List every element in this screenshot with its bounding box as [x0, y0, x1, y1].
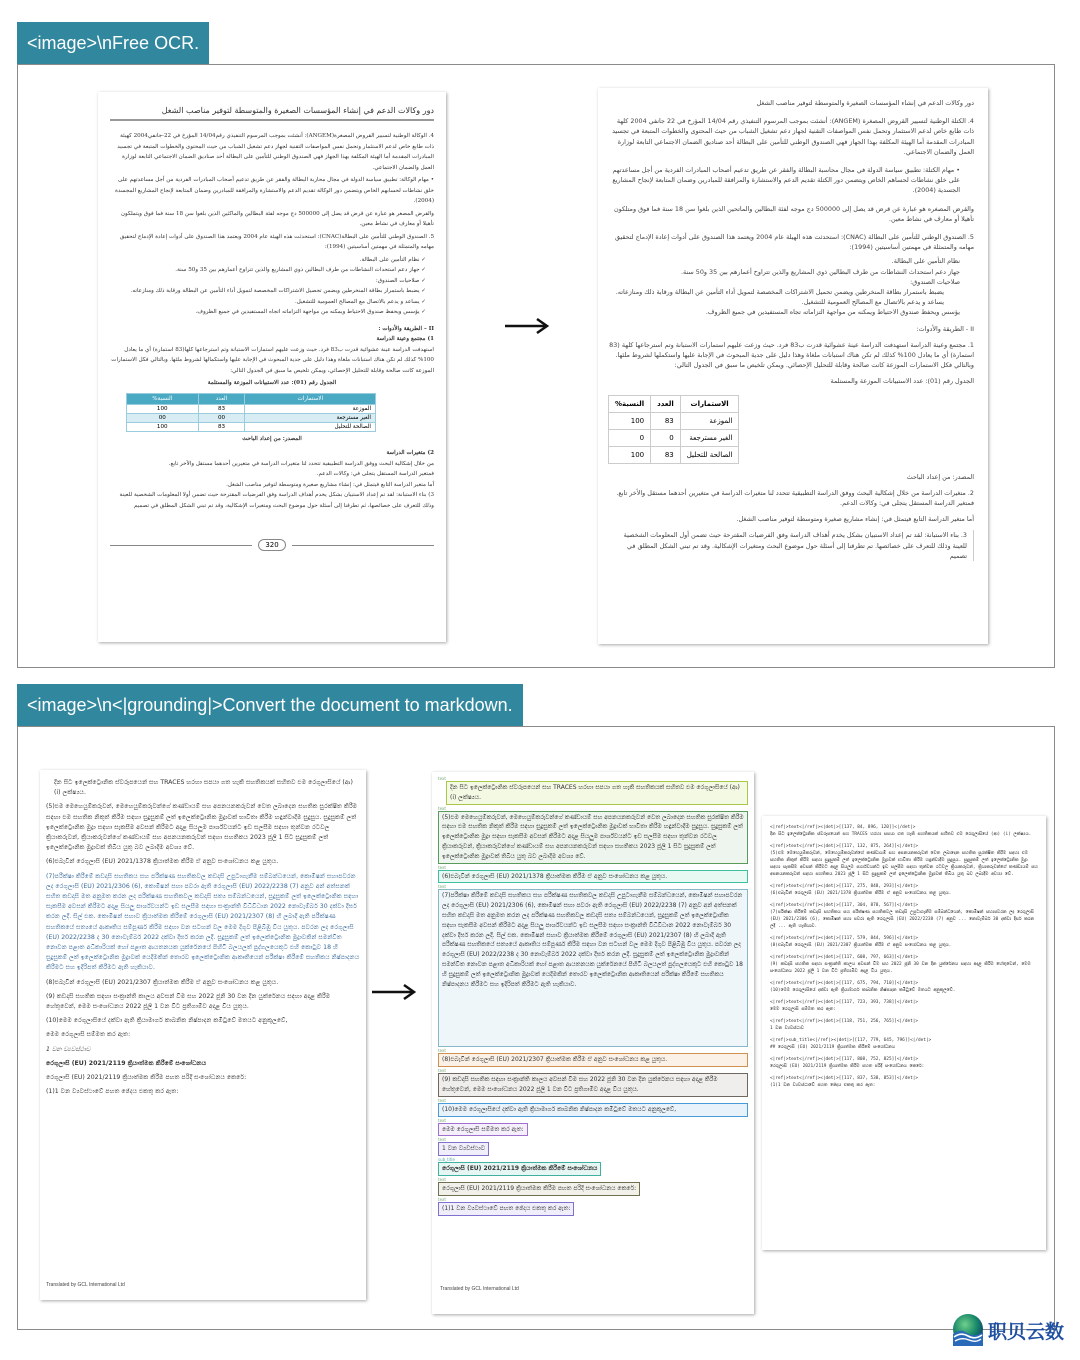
ocr-paragraph-questionnaire: 3. بناء الاستبانة: لقد تم إعداد الاستبيان بشكل يخدم أهداف الدراسة وفق الفرضيات المقترحة حيث تضمن أول المعلومات الشخصية للعينة وذلك للتعرف على خصائصها. تم تطرقنا إلى أسئلة حول موضوع البحث ومتغيرات الإشكالية. وقد تم تبني الشكل المطلق في تصميم [608, 530, 974, 561]
grounding-page [432, 772, 754, 1314]
bullet-item: ✓ يساعد و يدعم بالاتصال مع المصالح العمومية للتشغيل. [294, 298, 426, 305]
table-cell: الموزعة [245, 404, 376, 413]
markdown-block [770, 824, 1038, 838]
bbox-content: (8)එබැවින් රෙගුලාසි (EU) 2021/2307 ක්‍රියාත්මක කිරීම ඒ අනුව සංශෝධනය කළ යුතුය. [442, 1056, 668, 1064]
table-caption: الجدول رقم (01): عدد الاستبيانات الموزعة والمستلمة [207, 380, 337, 386]
paragraph: (5)එම මෙහෙයුම්කරුවන්, මෙහෙයුම්කරුවන්ගේ කණ්ඩායම් සහ අපනයනකරුවන් වෙත ලබාදෙන සහතික සුරක්ෂිත කිරීම සඳහා එම සහතික නිකුත් කිරීම සඳහා සුදුසුකම් ලත් ඉලෙක්ට්‍රොනික මුද්‍රාවක් භාවිතා කිරීම හඳුන්වාදීම සුදුසුය. සුදුසුකම් ලත් ඉලෙක්ට්‍රොනික මුද්‍රා සඳහා සැකසීම අවසන් කිරීමට අදාළ සියලුම පාර්ශ්වයන්ට ඉඩ සලසීම සඳහා තුන්වන රටවල ක්‍රියාකරුවන්, ක්‍රියාකරුවන්ගේ කණ්ඩායම් සහ අපනයනකරුවන් සඳහා සහතිකය 2023 ජූලි 1 සිට සුදුසුකම් ලත් ඉලෙක්ට්‍රොනික මුද්‍රාවක් තිබිය යුතු බව ලබාදීම අවශ්‍ය වේ. [46, 803, 358, 852]
page-number: 320 [258, 539, 285, 551]
box-label: text [438, 884, 446, 890]
translator-footer: Translated by GCL International Ltd [440, 1286, 519, 1292]
translator-footer: Translated by GCL International Ltd [46, 1282, 125, 1288]
paragraph: දින සිට ඉලෙක්ට්‍රොනික ස්වරූපයෙන් සහ TRACES හරහා සපයා ගත හැකි සහතිකයක් සහිතව එම රෙගුලාසියේ (ආ) (i) ලක්ෂ්‍යය. [54, 779, 353, 797]
ref-tag: <|ref|>text<|/ref|><|det|>[[117, 132, 875, 264]]<|/det|> [770, 844, 919, 849]
bbox-content: (10)මෙම රෙගුලාසියේ දක්වා ඇති ක්‍රියාමාර්ග කාබනික නිෂ්පාදන කමිටුවේ මතයට අනුකූලවේ, [442, 1105, 677, 1113]
bbox-content: (1)1 වන ව්‍යවස්ථාවේ පහත ඡේදය එකතු කර ඇත: [442, 1204, 571, 1212]
ref-tag: <|ref|>text<|/ref|><|det|>[[117, 304, 878, 567]]<|/det|> [770, 903, 919, 908]
bbox-content: (5)එම මෙහෙයුම්කරුවන්, මෙහෙයුම්කරුවන්ගේ කණ්ඩායම් සහ අපනයනකරුවන් වෙත ලබාදෙන සහතික සුරක්ෂිත කිරීම සඳහා එම සහතික නිකුත් කිරීම සඳහා සුදුසුකම් ලත් ඉලෙක්ට්‍රොනික මුද්‍රාවක් භාවිතා කිරීම හඳුන්වාදීම සුදුසුය. සුදුසුකම් ලත් ඉලෙක්ට්‍රොනික මුද්‍රා සඳහා සැකසීම අවසන් කිරීමට අදාළ සියලුම පාර්ශ්වයන්ට ඉඩ සලසීම සඳහා තුන්වන රටවල ක්‍රියාකරුවන්, ක්‍රියාකරුවන්ගේ කණ්ඩායම් සහ අපනයනකරුවන් සඳහා සහතිකය 2023 ජූලි 1 සිට සුදුසුකම් ලත් ඉලෙක්ට්‍රොනික මුද්‍රාවක් තිබිය යුතු බව ලබාදීම අවශ්‍ය වේ. [442, 813, 744, 860]
bbox-content: 1 වන ව්‍යවස්ථාව [442, 1145, 486, 1153]
box-label: text [438, 864, 446, 870]
table-cell: الغير مسترجعة [245, 413, 376, 422]
table-cell: 83 [198, 422, 245, 431]
paragraph: (1)1 වන ව්‍යවස්ථාවේ පහත ඡේදය එකතු කර ඇත: [46, 1088, 179, 1096]
block-text: මෙම රෙගුලාසි සම්මත කර ඇත: [770, 1007, 836, 1012]
table-cell: 00 [127, 413, 199, 422]
paragraph-cnac: 5. الصندوق الوطني للتأمين على البطالة(CNAC): استحدثت هذه الهيئة عام 2004 ويعتمد هذا الصندوق على أدوات إعادة الإدماج لتحقيق مهامه والمتمثلة في مهمتين أساسيتين (1994): [119, 233, 434, 250]
paragraph: 1 වන ව්‍යවස්ථාව [46, 1045, 91, 1053]
markdown-block [770, 980, 1038, 994]
ocr-bullet-list [608, 256, 974, 317]
paragraph-missions: • مهام الوكالة: تطبيق سياسة الدولة في مجال محاربة البطالة والفقر عن طريق تدعيم أصحاب المبادرات الفردية من أجل مساعدتهم على خلق نشاطات لحسابهم الخاص ويتضمن دور الوكالة تقديم الدعم والاستشارة والمرافقة للمبادرين وضمان المتابعة لإنجاح المشاريع المجسدة (2004). [115, 177, 434, 204]
table-header: العدد [651, 395, 681, 412]
table-row [127, 422, 376, 431]
subtitle: රෙගුලාසි (EU) 2021/2119 ක්‍රියාත්මක කිරීමේ සංශෝධනය [46, 1059, 207, 1067]
table-row [609, 412, 739, 429]
paragraph-sample: استهدفت الدراسة عينة عشوائية قدرت ب83 فرد. حيث وزعت عليهم استمارات الاستبانة وتم استرجاعها كلها(83 استمارة) أي ما يعادل 100% كذلك لم تكن هناك استبانات ملغاة وهذا دليل على جدية المبحوث في الإجابة عليها واستكمالها لشروط ملئها. وبالتالي فكل الاستمارات الموزعة كانت صالحة وقابلة للتحليل الإحصائي، ويمكن تلخيص ما سبق في الجدول التالي: [111, 346, 434, 374]
ref-tag: <|ref|>text<|/ref|><|det|>[[118, 751, 256, 765]]<|/det|> [770, 1019, 919, 1024]
ref-tag: <|ref|>text<|/ref|><|det|>[[117, 579, 844, 596]]<|/det|> [770, 936, 919, 941]
paragraph: රෙගුලාසි (EU) 2021/2119 ක්‍රියාත්මක කිරීම පහත පරිදි සංශෝධනය කෙරේ: [46, 1074, 247, 1082]
ref-tag: <|ref|>text<|/ref|><|det|>[[117, 837, 538, 853]]<|/det|> [770, 1076, 919, 1081]
box-label: sub_title [438, 1157, 455, 1163]
bbox-text [438, 870, 748, 884]
bbox-text [438, 1142, 489, 1156]
ocr-table-source: المصدر: من إعداد الباحث [906, 472, 974, 481]
ref-tag: <|ref|>text<|/ref|><|det|>[[117, 608, 797, 663]]<|/det|> [770, 955, 919, 960]
bbox-content: (9) කඩදාසි සහතික සඳහා සංක්‍රාන්ති කාලය අවසන් වීම සහ 2022 ජූනි 30 වන දින යුක්රේනය සඳහා අදාළ කිරීම හේතුවෙන්, මෙම සංශෝධනය 2022 ජූලි 1 වන විට ප්‍රතිගාමීව අදාළ විය යුතුය. [442, 1076, 718, 1093]
box-label: text [438, 1176, 446, 1182]
table-header: الاستمارات [680, 395, 739, 412]
paragraph: (10)මෙම රෙගුලාසියේ දක්වා ඇති ක්‍රියාමාර්ග කාබනික නිෂ්පාදන කමිටුවේ මතයට අනුකූලවේ, [46, 1017, 288, 1025]
bullet-item: ✓ يؤسس ويحفظ صندوق الاحتياط ويمكنه من مواجهة التزاماته اتجاه المستفيدين في جميع الظروف. [195, 309, 426, 315]
table-header: العدد [198, 393, 245, 404]
bullet-item: يضبط باستمرار بطاقة المنخرطين ويضمن تحميل الاشتراكات المخصصة لتمويل أداء التأمين عن البطالة ورقابة ذلك ومنازعاته. [615, 288, 944, 297]
box-label: text [438, 1097, 446, 1103]
block-text: (5)එම මෙහෙයුම්කරුවන්, මෙහෙයුම්කරුවන්ගේ කණ්ඩායම් සහ අපනයනකරුවන් වෙත ලබාදෙන සහතික සුරක්ෂිත කිරීම සඳහා එම සහතික නිකුත් කිරීම සඳහා සුදුසුකම් ලත් ඉලෙක්ට්‍රොනික මුද්‍රාවක් භාවිතා කිරීම හඳුන්වාදීම සුදුසුය. සුදුසුකම් ලත් ඉලෙක්ට්‍රොනික මුද්‍රා සඳහා සැකසීම අවසන් කිරීමට අදාළ සියලුම පාර්ශ්වයන්ට ඉඩ සලසීම සඳහා තුන්වන රටවල ක්‍රියාකරුවන්, ක්‍රියාකරුවන්ගේ කණ්ඩායම් සහ අපනයනකරුවන් සඳහා සහතිකය 2023 ජූලි 1 සිට සුදුසුකම් ලත් ඉලෙක්ට්‍රොනික මුද්‍රාවක් තිබිය යුතු බව ලබාදීම අවශ්‍ය වේ. [770, 851, 1038, 877]
bbox-content: රෙගුලාසි (EU) 2021/2119 ක්‍රියාත්මක කිරීම පහත පරිදි සංශෝධනය කෙරේ: [442, 1184, 637, 1192]
paragraph: (9) කඩදාසි සහතික සඳහා සංක්‍රාන්ති කාලය අවසන් වීම සහ 2022 ජූනි 30 වන දින යුක්රේනය සඳහා අදාළ කිරීම හේතුවෙන්, මෙම සංශෝධනය 2022 ජූලි 1 වන විට ප්‍රතිගාමීව අදාළ විය යුතුය. [46, 992, 331, 1011]
table-cell: الغير مسترجعة [680, 429, 739, 446]
wave-globe-icon [950, 1312, 986, 1348]
markdown-block [770, 1075, 1038, 1089]
table-row [127, 413, 376, 422]
markdown-block [770, 954, 1038, 975]
ocr-table [608, 395, 739, 464]
paragraph-variables: من خلال إشكالية البحث ووفق الدراسة التطبيقية تتحدد لنا متغيرات الدراسة في متغيرين أحدهما مستقل والآخر تابع. [168, 460, 434, 467]
table-cell: 83 [198, 404, 245, 413]
paragraph: (7)පරීක්ෂා කිරීමේ කඩදාසි සහතිකය සහ පරීක්ෂණ සහතිකවල කඩදාසි උපුටාගැනීම සම්බන්ධයෙන්, කොමිෂන් සහාපවරන ලද රෙගුලාසි (EU) 2021/2306 (6), කොමිෂන් සහා පවරා ඇති රෙගුලාසි (EU) 2022/2238 (7) අනුව අන් අත්සනක් සහිත කඩදාසි මත අනුමත කරන ලද පරීක්ෂණ සහතිකවල කඩදාසි සත්‍ය සම්බන්ධයෙන්, සුදුසුකම් ලත් ඉලෙක්ට්‍රොනික සඳහා සැකසීම අවසන් කිරීමට අදාළ සියලු පාර්ශ්වයන්ට ඉඩ සලසීම සඳහා සංක්‍රාන්ති විධිවිධාන 2022 නොවැම්බර් 30 දක්වා දීර්ඝ කරන ලදී. සිල් එක. කොමිෂන් සහාව ක්‍රියාත්මක කිරීමේ රෙගුලාසි (EU) 2021/2307 (8) හි ලබාදී ඇති පරීක්ෂණ සහතිකයේ සත්‍යයේ ආකෘතිය සම්පූර්ණ කිරීම සඳහා වන සටහන් වල මෙම දිගුව පිළිබිඹු විය යුතුය. පවරන ලද රෙගුලාසි (EU) 2022/2238 ද 30 නොවැම්බර් 2022 දක්වා දීර්ඝ කරන ලදී. සුදුසුකම් ලත් ඉලෙක්ට්‍රොනික මුද්‍රාවකින් සමන්විත නොවන පළාත අධිකාරියක් හෝ පළාත ආයතනයක යුක්රේනයේ පිහිටි බලයලත් පුද්ගලයෙකුට එහි කොටුව 18 හි සුදුසුකම් ලත් ඉලෙක්ට්‍රොනික මුද්‍රාවක් යෙදීමකින් තොරව ඉලෙක්ට්‍රොනික ආකෘතියෙන් පරීක්ෂා කිරීමේ සහතිකය නිෂ්පාදනය කිරීමට සහ ඉදිරිපත් කිරීමට ඇති හැකියාව. [46, 872, 360, 972]
markdown-block [770, 1056, 1038, 1070]
source-page-sinhala [40, 770, 366, 1300]
paragraph-questionnaire: 3) بناء الاستبانة: لقد تم إعداد الاستبيان بشكل يخدم أهداف الدراسة وفق الفرضيات المقترحة حيث تضمن أولا المعلومات الشخصية للعينة وذلك للتعرف على خصائصها، ثم تطرقنا إلى أسئلة حول موضوع البحث ومتغيرات الإشكالية، وقد تم تبني الشكل المطلق في تصميم [119, 492, 434, 509]
block-text: (9) කඩදාසි සහතික සඳහා සංක්‍රාන්ති කාලය අවසන් වීම සහ 2022 ජූනි 30 වන දින යුක්රේනය සඳහා අදාළ කිරීම හේතුවෙන්, මෙම සංශෝධනය 2022 ජූලි 1 වන විට ප්‍රතිගාමීව අදාළ විය යුතුය. [770, 962, 1031, 974]
section-heading: II – الطريقة والأدوات : [378, 325, 434, 332]
table-row [127, 404, 376, 413]
block-text: (7)පරීක්ෂා කිරීමේ කඩදාසි සහතිකය සහ පරීක්ෂණ සහතිකවල කඩදාසි උපුටාගැනීම සම්බන්ධයෙන්, කොමිෂන් සහාපවරන ලද රෙගුලාසි (EU) 2021/2306 (6), කොමිෂන් සහා පවරා ඇති රෙගුලාසි (EU) 2022/2238 (7) අනුව ... නොවැම්බර් 30 දක්වා දීර්ඝ කරන ලදී ... ඇති හැකියාව. [770, 910, 1034, 929]
table-header: النسبة% [127, 393, 199, 404]
questionnaire-table [126, 393, 376, 432]
arrow-right-icon [505, 316, 551, 336]
block-text: (6)එබැවින් රෙගුලාසි (EU) 2021/1378 ක්‍රියාත්මක කිරීම ඒ අනුව සංශෝධනය කළ යුතුය. [770, 891, 952, 896]
bbox-subtitle [438, 1162, 601, 1176]
table-cell: 83 [651, 412, 681, 429]
table-row [609, 446, 739, 463]
bbox-text [438, 889, 748, 1047]
table-cell: 100 [127, 404, 199, 413]
bbox-text [438, 1123, 528, 1137]
bullet-item: ✓ جهاز دعم استحداث النشاطات من طرف البطالين ذوي المشاريع والذين تتراوح أعمارهم بين 35 و50 سنة. [175, 267, 426, 273]
ocr-header: دور وكالات الدعم في إنشاء المؤسسات الصغيرة والمتوسطة لتوفير مناصب الشغل [756, 99, 974, 107]
paragraph-angem: 4. الوكالة الوطنية لتسيير القروض المصغرة(ANGEM): أنشئت بموجب المرسوم التنفيذي رقم14/04 المؤرخ في 22-جانفي2004 كهيئة ذات طابع خاص لدعم الاستثمار وتحمل نفس المواصفات التقنية لجهاز دعم تشغيل الشباب من حيث المحتوى والخطوات المتبعة في تجسيد المبادرات المقدمة أما الهيئة المكلفة بهذا الجهاز فهي الصندوق الوطني للتأمين على البطالة أحد صناديق الضمان الاجتماعي التابعة لوزارة العمل والضمان الاجتماعي. [117, 133, 434, 171]
table-source: المصدر: من إعداد الباحث [242, 435, 302, 442]
ocr-table-caption: الجدول رقم (01): عدد الاستبيانات الموزعة والمستلمة [830, 377, 974, 386]
ocr-output-page [598, 88, 988, 644]
subsection-heading: 1) مجتمع وعينة الدراسة [376, 336, 434, 342]
table-row [609, 429, 739, 446]
block-text: රෙගුලාසි (EU) 2021/2119 ක්‍රියාත්මක කිරීම පහත පරිදි සංශෝධනය කෙරේ: [770, 1064, 925, 1069]
prompt-tab-free-ocr [17, 22, 209, 64]
ref-tag: <|ref|>text<|/ref|><|det|>[[117, 675, 794, 710]]<|/det|> [770, 981, 919, 986]
box-label: text [438, 776, 446, 781]
table-cell: الصالحة للتحليل [680, 446, 739, 463]
bbox-text [438, 1182, 640, 1196]
bullet-item: ✓ يضبط باستمرار بطاقة المنخرطين ويضمن تحصيل الاشتراكات المخصصة لتمويل أداء التأمين عن البطالة ورقابة ذلك ومنازعاته. [130, 288, 426, 294]
ocr-paragraph-dependent: أما متغير الدراسة التابع فيتمثل في: إنشاء مشاريع صغيرة ومتوسطة لتوفير مناصب الشغل. [736, 515, 974, 524]
bbox-content: දින සිට ඉලෙක්ට්‍රොනික ස්වරූපයෙන් සහ TRACES හරහා සපයා ගත හැකි සහතිකයක් සහිතව එම රෙගුලාසියේ (ආ) (i) ලක්ෂ්‍යය. [450, 784, 740, 801]
paragraph: මෙම රෙගුලාසි සම්මත කර ඇත: [46, 1031, 131, 1039]
box-label: text [438, 1068, 446, 1074]
ocr-paragraph-variables: 2. متغيرات الدراسة من خلال إشكالية البحث ووفق الدراسة التطبيقية تتحدد لنا متغيرات الدراسة في متغيرين أحدهما مستقل والأخر تابع. فمتغير الدراسة المستقل يتجلى في: وكالات الدعم. [616, 488, 974, 508]
block-text: (1)1 වන ව්‍යවස්ථාවේ පහත ඡේදය එකතු කර ඇත: [770, 1083, 876, 1088]
bbox-content: (7)පරීක්ෂා කිරීමේ කඩදාසි සහතිකය සහ පරීක්ෂණ සහතිකවල කඩදාසි උපුටාගැනීම සම්බන්ධයෙන්, කොමිෂන් සහාපවරන ලද රෙගුලාසි (EU) 2021/2306 (6), කොමිෂන් සහා පවරා ඇති රෙගුලාසි (EU) 2022/2238 (7) අනුව අන් අත්සනක් සහිත කඩදාසි මත අනුමත කරන ලද පරීක්ෂණ සහතිකවල කඩදාසි සත්‍ය සම්බන්ධයෙන්, සුදුසුකම් ලත් ඉලෙක්ට්‍රොනික සඳහා සැකසීම අවසන් කිරීමට අදාළ සියලු පාර්ශ්වයන්ට ඉඩ සලසීම සඳහා සංක්‍රාන්ති විධිවිධාන 2022 නොවැම්බර් 30 දක්වා දීර්ඝ කරන ලදී. සිල් එක. කොමිෂන් සහාව ක්‍රියාත්මක කිරීමේ රෙගුලාසි (EU) 2021/2307 (8) හි ලබාදී ඇති පරීක්ෂණ සහතිකයේ සත්‍යයේ ආකෘතිය සම්පූර්ණ කිරීම සඳහා වන සටහන් වල මෙම දිගුව පිළිබිඹු විය යුතුය. පවරන ලද රෙගුලාසි (EU) 2022/2238 ද 30 නොවැම්බර් 2022 දක්වා දීර්ඝ කරන ලදී. සුදුසුකම් ලත් ඉලෙක්ට්‍රොනික මුද්‍රාවකින් සමන්විත නොවන පළාත අධිකාරියක් හෝ පළාත ආයතනයක යුක්රේනයේ පිහිටි බලයලත් පුද්ගලයෙකුට එහි කොටුව 18 හි සුදුසුකම් ලත් ඉලෙක්ට්‍රොනික මුද්‍රාවක් යෙදීමකින් තොරව ඉලෙක්ට්‍රොනික ආකෘතියෙන් පරීක්ෂා කිරීමේ සහතිකය නිෂ්පාදනය කිරීමට සහ ඉදිරිපත් කිරීමට ඇති හැකියාව. [442, 892, 743, 988]
ref-tag: <|ref|>text<|/ref|><|det|>[[137, 84, 896, 120]]<|/det|> [770, 825, 916, 830]
prompt-tab-grounding [17, 684, 523, 726]
page-number-footer [110, 539, 434, 551]
bbox-text [438, 1073, 748, 1097]
ref-tag: <|ref|>text<|/ref|><|det|>[[117, 723, 393, 738]]<|/det|> [770, 1000, 919, 1005]
table-cell: 83 [651, 446, 681, 463]
table-cell: 0 [651, 429, 681, 446]
ocr-paragraph-cnac: 5. الصندوق الوطني للتأمين على البطالة (CNAC): استحدثت هذه الهيلة عام 2004 ويعتمد هذا الصندوق على أدوات إعادة الإدماج لتحقيق مهامه والمتمثلة في مهمتين أساسيتين (1994): [615, 233, 974, 252]
markdown-block [770, 902, 1038, 930]
ocr-paragraph-angem: 4. الكتلة الوطنية لتسيير القروض المصغرة (ANGEM): أنشئت بموجب المرسوم التنفيذي رقم 14/04 المؤرخ في 22 جانفي 2004 كلهة ذات طابع خاص لدعم الاستثمار وتحمل نفس المواصفات التقنية لجهاز دعم تشغيل الشباب من حيث المحتوى والخطوات المتبعة في تجسيد المبادرات المقدمة أما الهيئة المكلفة بهذا الجهاز فهي الصندوق الوطني للتأمين على البطالة أحد صناديق الضمان الاجتماعي التابعة لوزارة العمل والضمان الاجتماعي. [612, 117, 974, 156]
table-cell: 100 [609, 446, 651, 463]
table-cell: 100 [127, 422, 199, 431]
block-text: ## රෙගුලාසි (EU) 2021/2119 ක්‍රියාත්මක කිරීමේ සංශෝධනය [770, 1045, 895, 1050]
source-page-arabic [98, 92, 446, 642]
box-label: text [438, 1048, 446, 1054]
bullet-item: ✓ نظام التأمين على البطالة. [359, 256, 426, 263]
bullet-list [110, 255, 434, 318]
bullet-item: ✓ صلاحيات الصندوق: [375, 277, 426, 284]
ocr-section-heading: II - الطريقة والأدوات: [916, 324, 974, 333]
markdown-output-page [762, 816, 1046, 1250]
block-text: 1 වන ව්‍යවස්ථාව [770, 1026, 804, 1031]
table-cell: 00 [198, 413, 245, 422]
bullet-item: يساعد و يدعم بالاتصال مع المصالح العمومية للتشغيل. [801, 298, 944, 307]
box-label: text [438, 1137, 446, 1143]
table-cell: 100 [609, 412, 651, 429]
page-header: دور وكالات الدعم في إنشاء المؤسسات الصغيرة والمتوسطة لتوفير مناصب الشغل [110, 106, 434, 121]
bbox-content: (6)එබැවින් රෙගුලාසි (EU) 2021/1378 ක්‍රියාත්මක කිරීම ඒ අනුව සංශෝධනය කළ යුතුය. [442, 872, 668, 880]
paragraph-independent-var: فمتغير الدراسة المستقل يتجلى في: وكالات الدعم. [316, 471, 434, 477]
bbox-text [438, 1202, 574, 1216]
box-label: text [438, 1117, 446, 1123]
subsection-heading: 2) متغيرات الدراسة [386, 450, 434, 456]
markdown-block [770, 1018, 1038, 1032]
brand-logo [950, 1312, 1064, 1348]
ref-tag: <|ref|>sub_title<|/ref|><|det|>[[117, 779, 645, 796]]<|/det|> [770, 1038, 932, 1043]
markdown-block [770, 935, 1038, 949]
block-text: (10)මෙම රෙගුලාසියේ දක්වා ඇති ක්‍රියාමාර්ග කාබනික නිෂ්පාදන කමිටුවේ මතයට අනුකූලවේ. [770, 988, 956, 993]
markdown-block [770, 999, 1038, 1013]
paragraph-dependent-var: أما متغير الدراسة التابع فيتمثل في: إنشاء مشاريع صغيرة ومتوسطة لتوفير مناصب الشغل. [226, 481, 434, 488]
arrow-right-icon [372, 982, 418, 1002]
bullet-item: صلاحيات الصندوق: [910, 277, 960, 286]
ocr-paragraph-loan: والقرض المصغره هو عبارة عن قرض قد يصل إلى 500000 دج موجه لفئة البطالين والماتحين الذين بلغوا سن 18 سنة فما فوق ومتلكون تأهيلا أو معارف في نشاط معين. [613, 204, 974, 223]
ref-tag: <|ref|>text<|/ref|><|det|>[[117, 808, 752, 825]]<|/det|> [770, 1057, 919, 1062]
bbox-content: මෙම රෙගුලාසි සම්මත කර ඇත: [442, 1125, 524, 1133]
table-header: النسبة% [609, 395, 651, 412]
table-cell: الموزعة [680, 412, 739, 429]
bbox-text [438, 1103, 748, 1117]
bullet-item: جهاز دعم استحداث النشاطات من طرف البطالين ذوي المشاريع والذين تتراوح أعمارهم بين 35 و50 سنة. [680, 267, 960, 276]
ocr-paragraph-sample: 1. مجتمع وعينة الدراسة استهدفت الدراسة عينة عشوائية قدرت ب83 فرد. حيث وزعت عليهم استمارات الاستبانة وتم استرجاعها كلهة (83 استمارة) أي ما يعادل 100% كذلك لم تكن هناك استبانات ملغاة وهذا دليل على جدية المبحوث في الإجابة عليها واستكملها لشروط ملئها. وبالتالي فكل الاستمارات الموزعة كانت صالحة وقابلة للتحليل الإحصائي. ويمكن تلخيص ما سبق في الجدول التالي: [609, 340, 974, 370]
bbox-text [438, 1053, 748, 1067]
paragraph: (6)එබැවින් රෙගුලාසි (EU) 2021/1378 ක්‍රියාත්මක කිරීම ඒ අනුව සංශෝධනය කළ යුතුය. [46, 858, 279, 866]
block-text: දින සිට ඉලෙක්ට්‍රොනික ස්වරූපයෙන් සහ TRACES හරහා සපයා ගත හැකි සහතිකයක් සහිතව එම රෙගුලාසියේ (ආ) (i) ලක්ෂ්‍යය. [770, 832, 1032, 837]
prompt-label: <image>\n<|grounding|>Convert the document to markdown. [27, 694, 513, 715]
bbox-text [438, 811, 748, 864]
table-cell: 0 [609, 429, 651, 446]
ocr-paragraph-missions: • مهام الكتلة: تطبيق سياسة الدولة في مجال محاسبة البطالة والفقر عن طريق تدعيم أصحاب المبادرات الفردية من أجل مساعدتهم على خلق نشاطات لحساهم الخاص ويتضمن دور الكتلة تقديم الدعم والاستشارة والمرافقة للمبادرين وضمان المتابعة لإنجاح المشاريع الجسدية (2004). [612, 166, 960, 195]
table-header: الاستمارات [245, 393, 376, 404]
markdown-block [770, 883, 1038, 897]
markdown-block [770, 843, 1038, 878]
block-text: (8)එබැවින් රෙගුලාසි (EU) 2021/2307 ක්‍රියාත්මක කිරීම ඒ අනුව සංශෝධනය කළ යුතුය. [770, 943, 952, 948]
bbox-content: රෙගුලාසි (EU) 2021/2119 ක්‍රියාත්මක කිරීමේ සංශෝධනය [442, 1165, 598, 1173]
paragraph-loan: والقرض المصغر هو عبارة عن قرض قد يصل إلى 500000 دج موجه لفئة البطالين والماكثين الذين بلغوا سن 18 سنة فما فوق ويتملكون تأهيلا أو معارف في نشاط معين. [120, 210, 434, 227]
bullet-item: نظام التأمين على البطالة. [891, 257, 960, 266]
table-cell: الصالحة للتحليل [245, 422, 376, 431]
ref-tag: <|ref|>text<|/ref|><|det|>[[117, 275, 848, 293]]<|/det|> [770, 884, 919, 889]
markdown-block [770, 1037, 1038, 1051]
prompt-label: <image>\nFree OCR. [27, 32, 200, 53]
paragraph: (8)එබැවින් රෙගුලාසි (EU) 2021/2307 ක්‍රියාත්මක කිරීම ඒ අනුව සංශෝධනය කළ යුතුය. [46, 978, 279, 986]
box-label: text [438, 805, 446, 811]
bbox-text [446, 781, 748, 805]
bullet-item: يؤسس ويحفظ صندوق الاحتياط ويمكنه من مواجهة التزاماته تجاه المستفيدين في جميع الظروف. [705, 308, 960, 317]
box-label: text [438, 1196, 446, 1202]
brand-name: 职贝云数 [988, 1320, 1065, 1343]
